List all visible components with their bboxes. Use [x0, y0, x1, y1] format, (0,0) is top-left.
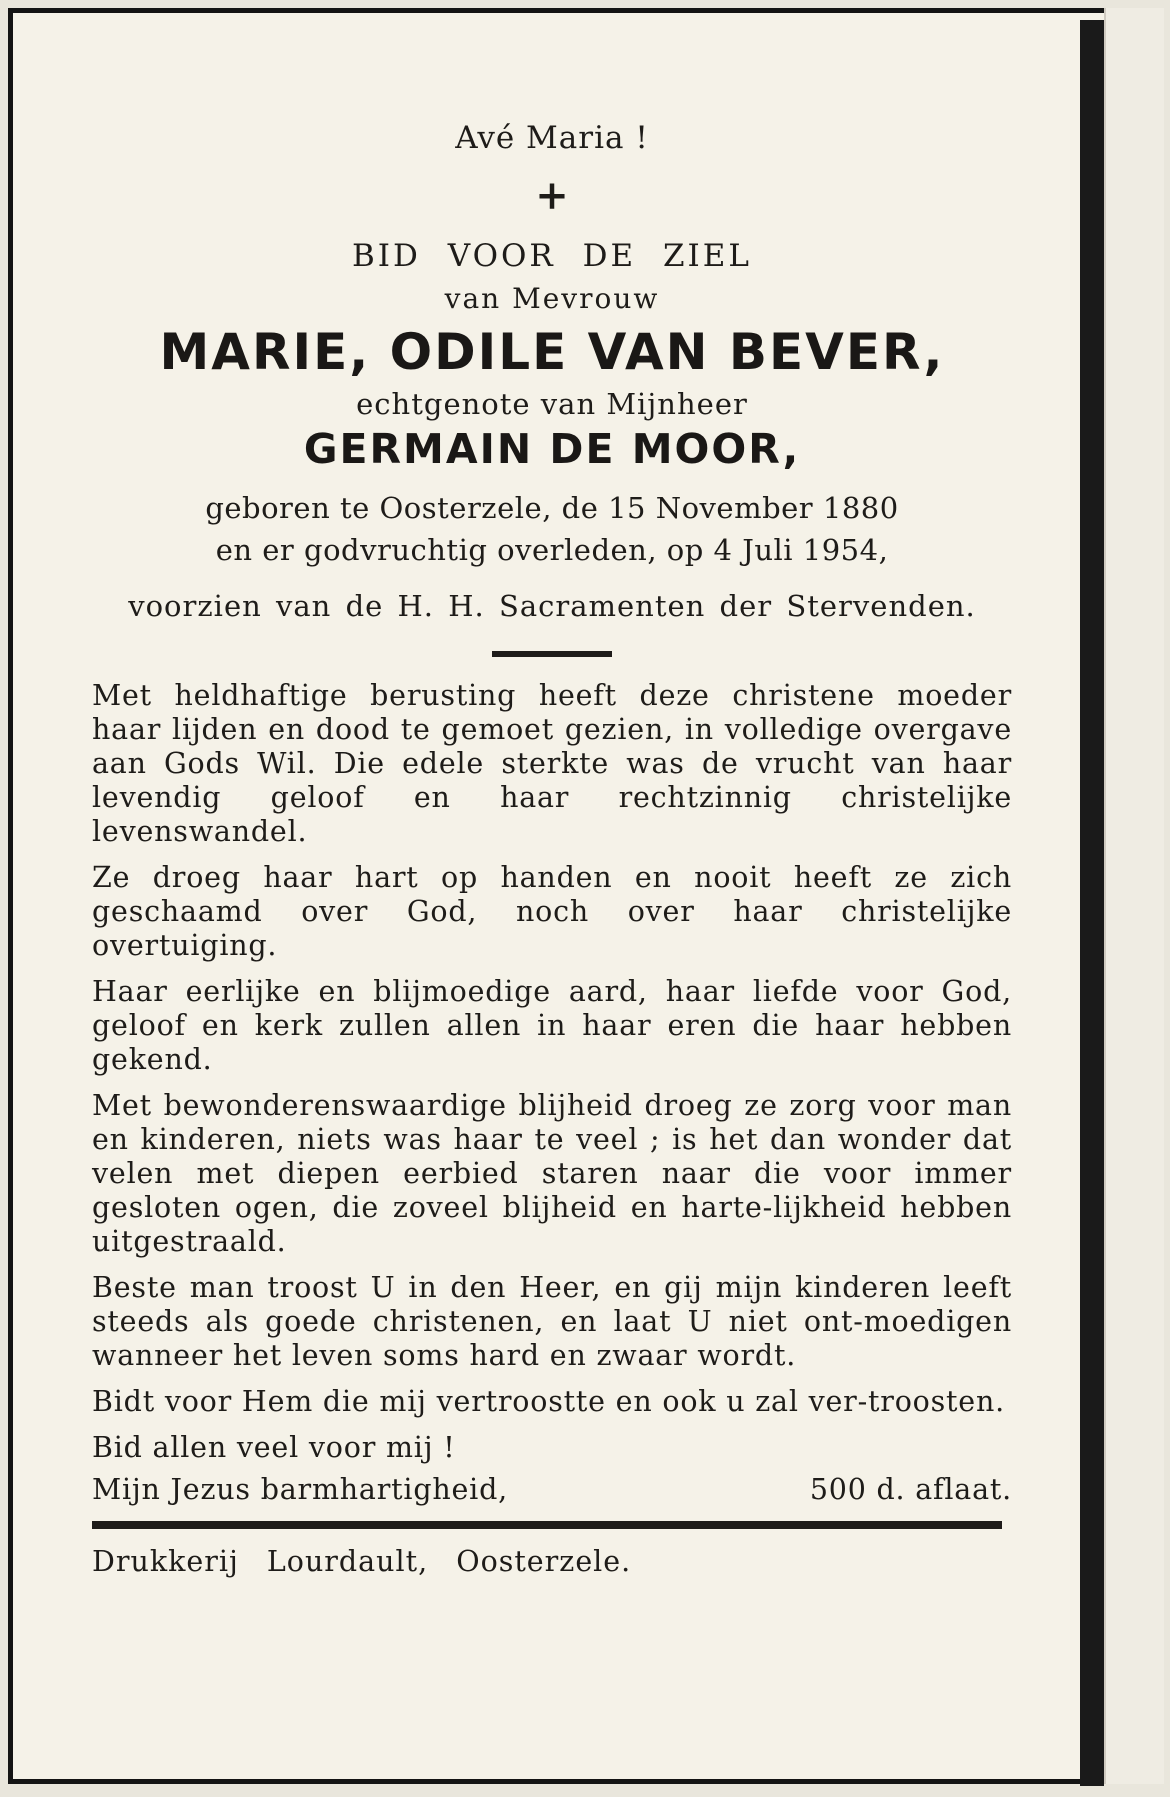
paragraph: Beste man troost U in den Heer, en gij mijn kinderen leeft steeds als goede christenen, en laat U niet ont-moedigen wanneer het leven soms hard en zwaar wordt. [92, 1271, 1012, 1372]
greeting: Avé Maria ! [455, 120, 649, 156]
divider-ornament [492, 651, 612, 657]
prayer-line [92, 1473, 1012, 1507]
birth-line: geboren te Oosterzele, de 15 November 1880 [205, 491, 899, 525]
life-dates [92, 487, 1012, 571]
paragraph: Bidt voor Hem die mij vertroostte en ook u zal ver-troosten. [92, 1385, 1005, 1418]
paragraph: Bid allen veel voor mij ! [92, 1431, 456, 1464]
card-content [92, 110, 1012, 1578]
paragraph: Met bewonderenswaardige blijheid droeg ze zorg voor man en kinderen, niets was haar te veel ; is het dan wonder dat velen met diepen eerbied staren naar die voor immer gesloten ogen, die zoveel blijheid en harte-lijkheid hebben uitgestraald. [92, 1089, 1012, 1258]
death-line: en er godvruchtig overleden, op 4 Juli 1954, [215, 533, 889, 567]
title-prefix: van Mevrouw [444, 282, 660, 315]
spouse-name: GERMAIN DE MOOR, [303, 425, 801, 473]
indulgence: 500 d. aflaat. [809, 1473, 1012, 1506]
tribute-text [92, 679, 1012, 1465]
invocation: Mijn Jezus barmhartigheid, [92, 1473, 509, 1506]
cross-icon: + [535, 172, 569, 219]
deceased-name: MARIE, ODILE VAN BEVER, [159, 323, 945, 381]
sacraments-line: voorzien van de H. H. Sacramenten der Stervenden. [128, 589, 976, 623]
spouse-intro: echtgenote van Mijnheer [356, 387, 748, 421]
mourning-band [1080, 20, 1104, 1786]
paragraph: Haar eerlijke en blijmoedige aard, haar liefde voor God, geloof en kerk zullen allen in haar eren die haar hebben gekend. [92, 975, 1012, 1076]
footer-rule [92, 1521, 1002, 1529]
paragraph: Met heldhaftige berusting heeft deze christene moeder haar lijden en dood te gemoet gezien, in volledige overgave aan Gods Wil. Die edele sterkte was de vrucht van haar levendig geloof en haar rechtzinnig christelijke levenswandel. [92, 679, 1012, 848]
torn-edge [1104, 8, 1164, 1784]
paragraph: Ze droeg haar hart op handen en nooit heeft ze zich geschaamd over God, noch over haar christelijke overtuiging. [92, 861, 1012, 962]
prayer-request: BID VOOR DE ZIEL [352, 238, 752, 274]
printer-credit: Drukkerij Lourdault, Oosterzele. [92, 1545, 632, 1578]
